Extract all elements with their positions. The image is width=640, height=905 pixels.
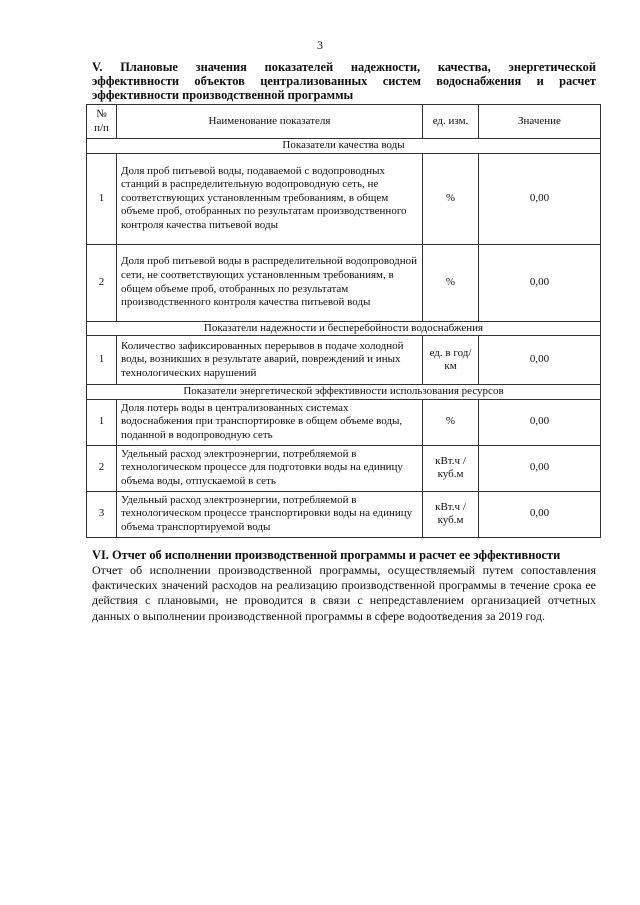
table-row xyxy=(87,244,601,321)
section-6 xyxy=(92,548,596,624)
row-value: 0,00 xyxy=(479,399,601,445)
section-row-quality xyxy=(87,139,601,154)
header-num: № п/п xyxy=(87,105,117,139)
row-unit: кВт.ч / куб.м xyxy=(423,491,479,537)
row-unit: % xyxy=(423,399,479,445)
row-unit: ед. в год/ км xyxy=(423,336,479,385)
section-row-energy xyxy=(87,385,601,400)
row-value: 0,00 xyxy=(479,491,601,537)
row-name: Доля проб питьевой воды в распределительной водопроводной сети, не соответствующих установленным требованиям, в общем объеме проб, отобранных по результатам производственного контроля качества питьевой воды xyxy=(117,244,423,321)
row-value: 0,00 xyxy=(479,445,601,491)
header-value: Значение xyxy=(479,105,601,139)
header-name: Наименование показателя xyxy=(117,105,423,139)
table-row xyxy=(87,491,601,537)
row-name: Доля потерь воды в централизованных системах водоснабжения при транспортировке в общем объеме воды, поданной в водопроводную сеть xyxy=(117,399,423,445)
row-name: Доля проб питьевой воды, подаваемой с водопроводных станций в распределительную водопроводную сеть, не соответствующих установленным требованиям, в общем объеме проб, отобранных по результатам производственного контроля качества питьевой воды xyxy=(117,153,423,244)
row-unit: кВт.ч / куб.м xyxy=(423,445,479,491)
table-row xyxy=(87,445,601,491)
row-num: 2 xyxy=(87,244,117,321)
section-title: Показатели надежности и бесперебойности водоснабжения xyxy=(87,321,601,336)
section-5-title: V. Плановые значения показателей надежности, качества, энергетической эффективности объектов централизованных систем водоснабжения и расчет эффективности производственной программы xyxy=(92,60,596,102)
row-num: 2 xyxy=(87,445,117,491)
section-title: Показатели качества воды xyxy=(87,139,601,154)
section-6-title: VI. Отчет об исполнении производственной программы и расчет ее эффективности xyxy=(92,548,561,562)
page-number: 3 xyxy=(317,38,323,52)
row-num: 3 xyxy=(87,491,117,537)
row-value: 0,00 xyxy=(479,336,601,385)
row-unit: % xyxy=(423,244,479,321)
table-row xyxy=(87,336,601,385)
row-name: Количество зафиксированных перерывов в подаче холодной воды, возникших в результате аварий, повреждений и иных технологических нарушений xyxy=(117,336,423,385)
row-value: 0,00 xyxy=(479,153,601,244)
row-num: 1 xyxy=(87,399,117,445)
row-num: 1 xyxy=(87,153,117,244)
row-num: 1 xyxy=(87,336,117,385)
section-row-reliability xyxy=(87,321,601,336)
section-title: Показатели энергетической эффективности использования ресурсов xyxy=(87,385,601,400)
section-6-paragraph: Отчет об исполнении производственной программы, осуществляемый путем сопоставления фактических значений расходов на реализацию производственной программы в течение срока ее действия с плановыми, не проводится в связи с непредставлением организацией отчетных данных о выполнении производственной программы в сфере водоотведения за 2019 год. xyxy=(92,563,596,623)
row-name: Удельный расход электроэнергии, потребляемой в технологическом процессе транспортировки воды на единицу объема транспортируемой воды xyxy=(117,491,423,537)
header-unit: ед. изм. xyxy=(423,105,479,139)
table-row xyxy=(87,153,601,244)
row-unit: % xyxy=(423,153,479,244)
row-name: Удельный расход электроэнергии, потребляемой в технологическом процессе для подготовки воды на единицу объема воды, отпускаемой в сеть xyxy=(117,445,423,491)
table-row xyxy=(87,399,601,445)
row-value: 0,00 xyxy=(479,244,601,321)
indicators-table xyxy=(86,104,601,538)
